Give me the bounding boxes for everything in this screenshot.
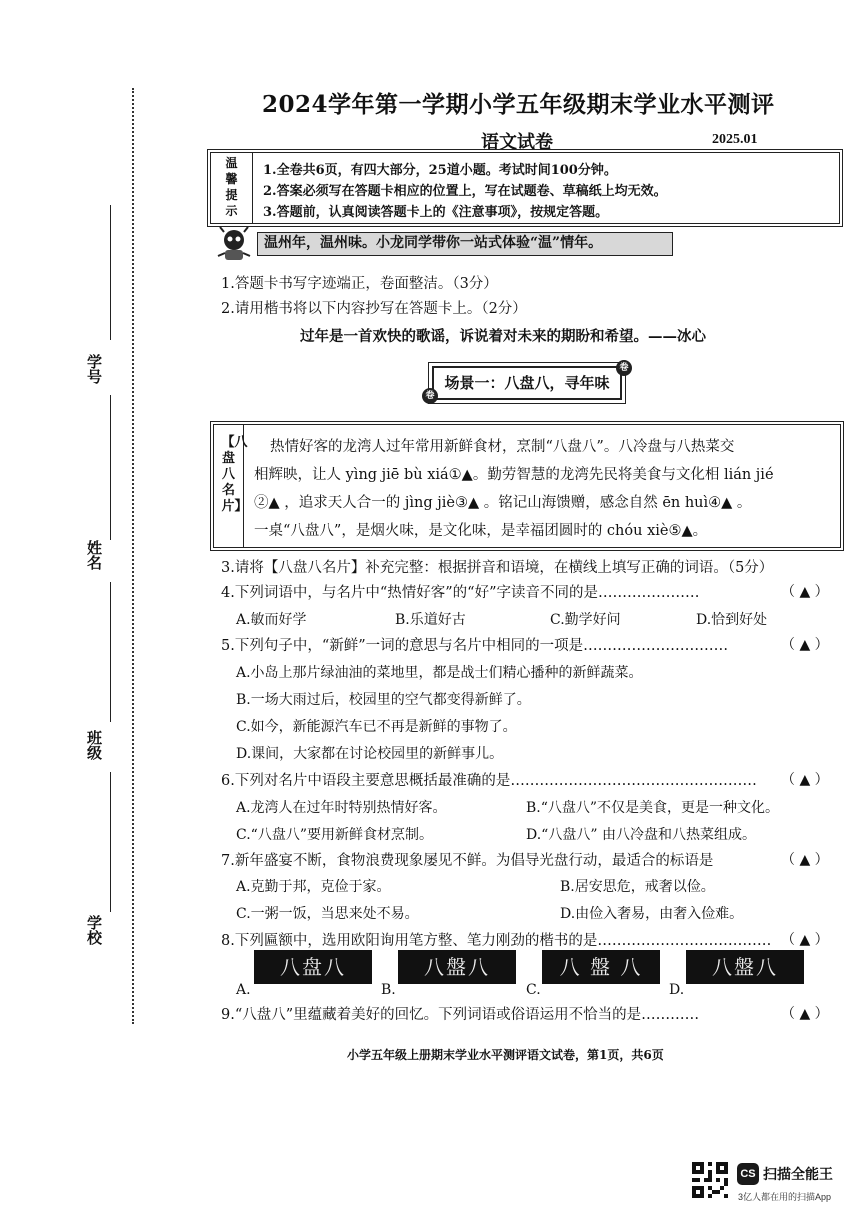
student-id-line [110, 205, 111, 340]
margin-label-class: 班级 [85, 730, 103, 760]
answer-blank[interactable]: （ ▲ ） [781, 584, 829, 600]
question-2: 2.请用楷书将以下内容抄写在答题卡上。（2分） [221, 301, 527, 317]
question-3: 3.请将【八盘八名片】补充完整：根据拼音和语境，在横线上填写正确的词语。（5分） [221, 560, 774, 576]
plaque-d: 八盤八 [686, 950, 804, 984]
q8-option-c[interactable]: C. [526, 982, 541, 998]
copy-quote: 过年是一首欢快的歌谣，诉说着对未来的期盼和希望。——冰心 [300, 328, 706, 345]
scene-1-title [425, 363, 629, 401]
class-line [110, 582, 111, 722]
page-title: 2024学年第一学期小学五年级期末学业水平测评 [262, 91, 775, 118]
seal-icon: 卷 [422, 388, 438, 404]
plaque-b: 八盤八 [398, 950, 516, 984]
q7-option-c[interactable]: C.一粥一饭，当思来处不易。 [236, 906, 419, 922]
q6-option-b[interactable]: B.“八盘八”不仅是美食，更是一种文化。 [526, 800, 780, 816]
school-line [110, 772, 111, 912]
question-7-stem: 7.新年盛宴不断，食物浪费现象屡见不鲜。为倡导光盘行动，最适合的标语是 [221, 853, 714, 869]
question-9-stem: 9.“八盘八”里蕴藏着美好的回忆。下列词语或俗语运用不恰当的是………… [221, 1007, 700, 1023]
card-line: 相辉映，让人 yìng jiē bù xiá①▲。勤劳智慧的龙湾先民将美食与文化相 lián jié [254, 467, 774, 483]
q8-option-a[interactable]: A. [236, 982, 251, 998]
page-subtitle: 语文试卷 [481, 132, 553, 153]
question-4-stem: 4.下列词语中，与名片中“热情好客”的“好”字读音不同的是………………… [221, 585, 700, 601]
scanner-logo: CS [737, 1163, 759, 1185]
seal-icon: 卷 [616, 360, 632, 376]
margin-label-student-id: 学号 [85, 354, 103, 384]
card-line: 一桌“八盘八”，是烟火味，是文化味，是幸福团圆时的 chóu xiè⑤▲。 [254, 523, 708, 539]
question-5-stem: 5.下列句子中，“新鲜”一词的意思与名片中相同的一项是………………………… [221, 638, 729, 654]
name-line [110, 395, 111, 540]
q5-option-c[interactable]: C.如今，新能源汽车已不再是新鲜的事物了。 [236, 719, 517, 735]
answer-blank[interactable]: （ ▲ ） [781, 932, 829, 948]
name-card-label-text: 【八盘八名片】 [221, 435, 248, 514]
q6-option-c[interactable]: C.“八盘八”要用新鲜食材烹制。 [236, 827, 433, 843]
answer-blank[interactable]: （ ▲ ） [781, 852, 829, 868]
answer-blank[interactable]: （ ▲ ） [781, 1006, 829, 1022]
tip-item: 1.全卷共6页，有四大部分，25道小题。考试时间100分钟。 [263, 163, 617, 178]
q5-option-a[interactable]: A.小岛上那片绿油油的菜地里，都是战士们精心播种的新鲜蔬菜。 [236, 665, 643, 681]
tips-box [210, 152, 840, 224]
tips-label [211, 153, 253, 223]
q7-option-b[interactable]: B.居安思危，戒奢以俭。 [560, 879, 715, 895]
name-card [213, 424, 841, 548]
card-line: 热情好客的龙湾人过年常用新鲜食材，烹制“八盘八”。八冷盘与八热菜交 [270, 439, 735, 455]
q6-option-d[interactable]: D.“八盘八” 由八冷盘和八热菜组成。 [526, 827, 756, 843]
tip-item: 3.答题前，认真阅读答题卡上的《注意事项》，按规定答题。 [263, 205, 609, 220]
q7-option-a[interactable]: A.克勤于邦，克俭于家。 [236, 879, 391, 895]
margin-label-school: 学校 [85, 915, 103, 945]
q4-option-c[interactable]: C.勤学好问 [550, 612, 621, 628]
page-footer: 小学五年级上册期末学业水平测评语文试卷，第1页，共6页 [347, 1048, 664, 1062]
dragon-mascot-icon [214, 226, 254, 262]
exam-date: 2025.01 [712, 132, 758, 147]
card-line: ②▲ ，追求天人合一的 jìng jiè③▲ 。铭记山海馈赠，感念自然 ēn huì④▲ 。 [254, 495, 752, 511]
q4-option-d[interactable]: D.恰到好处 [696, 612, 768, 628]
q8-option-b[interactable]: B. [381, 982, 396, 998]
q4-option-b[interactable]: B.乐道好古 [395, 612, 466, 628]
binding-dotted-line [132, 88, 134, 1024]
scene-1-title-text: 场景一：八盘八，寻年味 [444, 374, 610, 392]
qr-code-icon [692, 1162, 728, 1198]
answer-blank[interactable]: （ ▲ ） [781, 772, 829, 788]
question-6-stem: 6.下列对名片中语段主要意思概括最准确的是…………………………………………… [221, 773, 757, 789]
q8-option-d[interactable]: D. [669, 982, 685, 998]
question-1: 1.答题卡书写字迹端正，卷面整洁。（3分） [221, 276, 498, 292]
answer-blank[interactable]: （ ▲ ） [781, 637, 829, 653]
question-8-stem: 8.下列匾额中，选用欧阳询用笔方整、笔力刚劲的楷书的是……………………………… [221, 933, 772, 949]
name-card-label [214, 425, 248, 547]
intro-banner: 温州年，温州味。小龙同学带你一站式体验“温”情年。 [257, 232, 673, 256]
plaque-c: 八 盤 八 [542, 950, 660, 984]
margin-label-name: 姓名 [85, 540, 103, 570]
q5-option-d[interactable]: D.课间，大家都在讨论校园里的新鲜事儿。 [236, 746, 504, 762]
tips-label-text: 温馨提示 [225, 156, 238, 218]
q5-option-b[interactable]: B.一场大雨过后，校园里的空气都变得新鲜了。 [236, 692, 531, 708]
scanner-app-name: 扫描全能王 [763, 1166, 833, 1182]
q4-option-a[interactable]: A.敏而好学 [236, 612, 307, 628]
plaque-a: 八盘八 [254, 950, 372, 984]
q7-option-d[interactable]: D.由俭入奢易，由奢入俭难。 [560, 906, 744, 922]
q6-option-a[interactable]: A.龙湾人在过年时特别热情好客。 [236, 800, 447, 816]
tip-item: 2.答案必须写在答题卡相应的位置上，写在试题卷、草稿纸上均无效。 [263, 184, 667, 199]
scanner-tagline: 3亿人都在用的扫描App [738, 1192, 832, 1202]
